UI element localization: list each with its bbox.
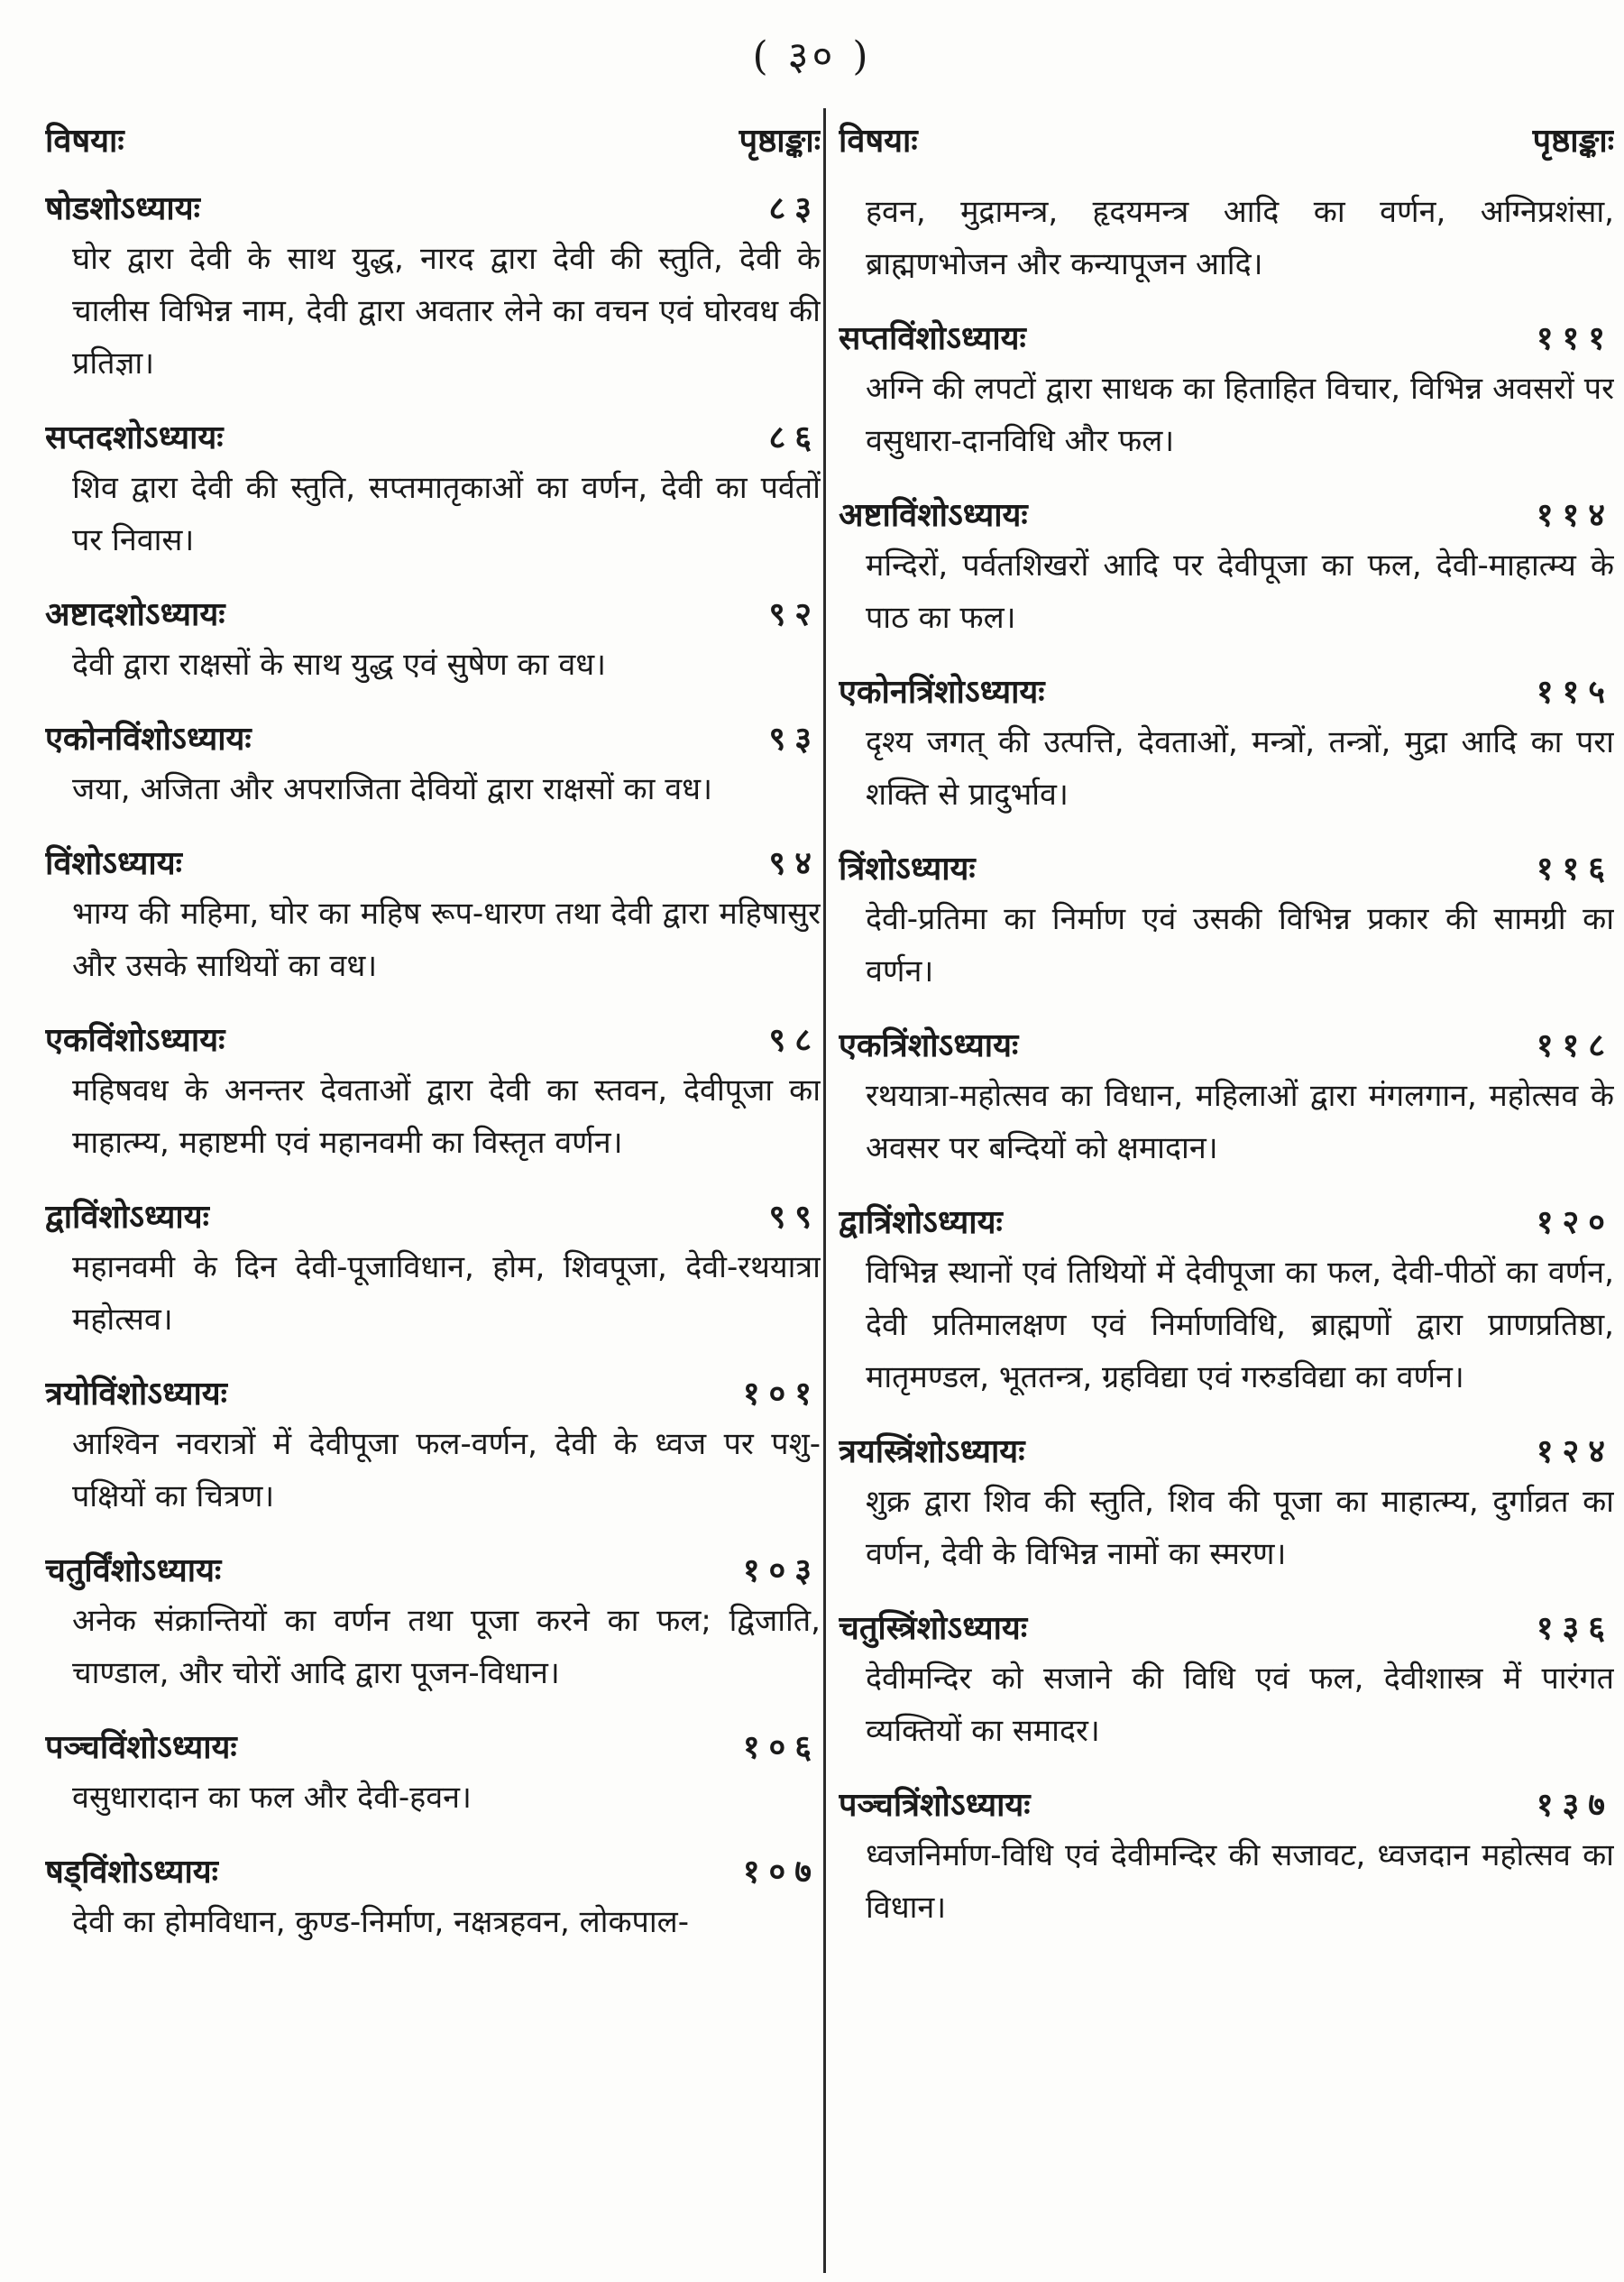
chapter-page-number: १२० [1536, 1204, 1614, 1241]
chapter-description: अग्नि की लपटों द्वारा साधक का हिताहित विचार, विभिन्न अवसरों पर वसुधारा-दानविधि और फल। [866, 371, 1614, 459]
chapter-entry [839, 316, 1614, 467]
chapter-description: शिव द्वारा देवी की स्तुति, सप्तमातृकाओं का वर्णन, देवी का पर्वतों पर निवास। [72, 470, 821, 558]
right-entry-list [839, 316, 1614, 1934]
chapter-entry [45, 1849, 821, 1948]
chapter-description: भाग्य की महिमा, घोर का महिष रूप-धारण तथा देवी द्वारा महिषासुर और उसके साथियों का वध। [72, 896, 821, 984]
chapter-page-number: १३६ [1536, 1610, 1614, 1647]
chapter-description: विभिन्न स्थानों एवं तिथियों में देवीपूजा का फल, देवी-पीठों का वर्णन, देवी प्रतिमालक्षण एवं निर्माणविधि, ब्राह्मणों द्वारा प्राणप्रतिष्ठा, मातृमण्डल, भूततन्त्र, ग्रहविद्या एवं गरुडविद्या का वर्णन। [866, 1255, 1614, 1395]
chapter-title: पञ्चत्रिंशोऽध्यायः [839, 1787, 1031, 1824]
chapter-description: महानवमी के दिन देवी-पूजाविधान, होम, शिवपूजा, देवी-रथयात्रा महोत्सव। [72, 1249, 821, 1338]
chapter-title: एकोनविंशोऽध्यायः [45, 721, 252, 758]
chapter-description: अनेक संक्रान्तियों का वर्णन तथा पूजा करने का फल; द्विजाति, चाण्डाल, और चोरों आदि द्वारा पूजन-विधान। [72, 1603, 821, 1691]
chapter-title: षड्विंशोऽध्यायः [45, 1854, 218, 1891]
chapter-heading [839, 316, 1614, 363]
page-heading: पृष्ठाङ्काः [1532, 123, 1614, 160]
right-column-header [839, 117, 1614, 168]
chapter-page-number: १०७ [742, 1854, 821, 1891]
chapter-heading [45, 1371, 821, 1418]
chapter-heading [839, 1429, 1614, 1476]
chapter-description: शुक्र द्वारा शिव की स्तुति, शिव की पूजा का माहात्म्य, दुर्गाव्रत का वर्णन, देवी के विभिन्न नामों का स्मरण। [866, 1484, 1614, 1572]
left-column [45, 117, 821, 2264]
chapter-description: मन्दिरों, पर्वतशिखरों आदि पर देवीपूजा का फल, देवी-माहात्म्य के पाठ का फल। [866, 547, 1614, 636]
chapter-title: अष्टाविंशोऽध्यायः [839, 497, 1028, 534]
chapter-page-number: १०३ [742, 1552, 821, 1589]
chapter-description: रथयात्रा-महोत्सव का विधान, महिलाओं द्वारा मंगलगान, महोत्सव के अवसर पर बन्दियों को क्षमादान। [866, 1078, 1614, 1166]
chapter-title: त्रयोविंशोऽध्यायः [45, 1376, 227, 1412]
chapter-title: सप्तदशोऽध्यायः [45, 419, 224, 456]
chapter-heading [839, 1782, 1614, 1829]
chapter-title: द्वात्रिंशोऽध्यायः [839, 1204, 1003, 1241]
page-number: ( ३० ) [752, 33, 872, 79]
chapter-page-number: ८३ [768, 190, 821, 227]
chapter-page-number: ९८ [768, 1022, 821, 1059]
chapter-entry [839, 492, 1614, 644]
chapter-entry [45, 841, 821, 992]
chapter-title: त्रिंशोऽध्यायः [839, 851, 976, 888]
chapter-entry [45, 1548, 821, 1699]
chapter-heading [839, 1023, 1614, 1070]
chapter-entry [839, 1606, 1614, 1757]
chapter-heading [839, 1606, 1614, 1652]
chapter-page-number: १३७ [1536, 1787, 1614, 1824]
chapter-page-number: ९३ [768, 721, 821, 758]
chapter-page-number: ९२ [768, 596, 821, 633]
chapter-heading [839, 669, 1614, 716]
chapter-heading [45, 841, 821, 888]
chapter-entry [45, 186, 821, 390]
chapter-description: घोर द्वारा देवी के साथ युद्ध, नारद द्वारा देवी की स्तुति, देवी के चालीस विभिन्न नाम, देवी द्वारा अवतार लेने का वचन एवं घोरवध की प्रतिज्ञा। [72, 241, 821, 382]
chapter-entry [45, 1017, 821, 1169]
chapter-page-number: १२४ [1536, 1433, 1614, 1470]
chapter-title: त्रयस्त्रिंशोऽध्यायः [839, 1433, 1025, 1470]
chapter-heading [45, 415, 821, 462]
chapter-entry [839, 669, 1614, 821]
chapter-heading [839, 846, 1614, 893]
left-entry-list [45, 186, 821, 1948]
chapter-description: जया, अजिता और अपराजिता देवियों द्वारा राक्षसों का वध। [72, 771, 712, 807]
chapter-title: एकविंशोऽध्यायः [45, 1022, 225, 1059]
chapter-entry [839, 846, 1614, 998]
chapter-description: देवी-प्रतिमा का निर्माण एवं उसकी विभिन्न प्रकार की सामग्री का वर्णन। [866, 901, 1614, 989]
chapter-description: महिषवध के अनन्तर देवताओं द्वारा देवी का स्तवन, देवीपूजा का माहात्म्य, महाष्टमी एवं महानवमी का विस्तृत वर्णन। [72, 1072, 821, 1161]
chapter-description: वसुधारादान का फल और देवी-हवन। [72, 1780, 472, 1816]
chapter-title: चतुर्विंशोऽध्यायः [45, 1552, 222, 1589]
chapter-page-number: ११५ [1536, 674, 1614, 711]
chapter-description: देवी द्वारा राक्षसों के साथ युद्ध एवं सुषेण का वध। [72, 647, 607, 683]
chapter-heading [839, 1200, 1614, 1247]
chapter-heading [45, 716, 821, 763]
chapter-entry [839, 1200, 1614, 1403]
chapter-page-number: ८६ [768, 419, 821, 456]
chapter-title: चतुस्त्रिंशोऽध्यायः [839, 1610, 1028, 1647]
chapter-title: सप्तविंशोऽध्यायः [839, 320, 1026, 357]
chapter-description: देवी का होमविधान, कुण्ड-निर्माण, नक्षत्रहवन, लोकपाल- [72, 1904, 689, 1940]
chapter-entry [45, 1725, 821, 1824]
chapter-title: अष्टादशोऽध्यायः [45, 596, 225, 633]
chapter-page-number: १०१ [742, 1376, 821, 1412]
chapter-page-number: ११४ [1536, 497, 1614, 534]
chapter-title: विंशोऽध्यायः [45, 845, 182, 882]
chapter-title: एकोनत्रिंशोऽध्यायः [839, 674, 1045, 711]
chapter-page-number: ९९ [768, 1199, 821, 1236]
chapter-title: एकत्रिंशोऽध्यायः [839, 1027, 1019, 1064]
chapter-heading [45, 1017, 821, 1064]
page-heading: पृष्ठाङ्काः [739, 123, 821, 160]
chapter-page-number: १११ [1536, 320, 1614, 357]
chapter-heading [45, 1849, 821, 1896]
continued-description: हवन, मुद्रामन्त्र, हृदयमन्त्र आदि का वर्णन, अग्निप्रशंसा, ब्राह्मणभोजन और कन्यापूजन आदि। [866, 194, 1614, 282]
chapter-entry [45, 1371, 821, 1523]
chapter-page-number: ९४ [768, 845, 821, 882]
chapter-heading [45, 1194, 821, 1241]
chapter-title: द्वाविंशोऽध्यायः [45, 1199, 209, 1236]
left-column-header [45, 117, 821, 168]
chapter-entry [839, 1429, 1614, 1580]
chapter-heading [839, 492, 1614, 539]
chapter-description: ध्वजनिर्माण-विधि एवं देवीमन्दिर की सजावट, ध्वजदान महोत्सव का विधान। [866, 1837, 1614, 1926]
chapter-page-number: ११६ [1536, 851, 1614, 888]
chapter-entry [45, 592, 821, 691]
chapter-heading [45, 1725, 821, 1771]
chapter-heading [45, 592, 821, 639]
chapter-entry [839, 1782, 1614, 1934]
column-divider [823, 108, 826, 2273]
chapter-title: षोडशोऽध्यायः [45, 190, 200, 227]
chapter-page-number: ११८ [1536, 1027, 1614, 1064]
chapter-page-number: १०६ [742, 1729, 821, 1766]
chapter-title: पञ्चविंशोऽध्यायः [45, 1729, 237, 1766]
chapter-description: देवीमन्दिर को सजाने की विधि एवं फल, देवीशास्त्र में पारंगत व्यक्तियों का समादर। [866, 1661, 1614, 1749]
chapter-description: दृश्य जगत् की उत्पत्ति, देवताओं, मन्त्रों, तन्त्रों, मुद्रा आदि का परा शक्ति से प्रादुर्भाव। [866, 724, 1614, 813]
chapter-heading [45, 1548, 821, 1595]
chapter-description: आश्विन नवरात्रों में देवीपूजा फल-वर्णन, देवी के ध्वज पर पशु-पक्षियों का चित्रण। [72, 1426, 821, 1514]
subject-heading: विषयाः [45, 123, 124, 160]
chapter-entry [839, 1023, 1614, 1174]
chapter-entry [45, 415, 821, 566]
chapter-entry [45, 1194, 821, 1346]
subject-heading: विषयाः [839, 123, 918, 160]
chapter-entry [45, 716, 821, 815]
chapter-heading [45, 186, 821, 233]
right-column [839, 117, 1614, 2264]
